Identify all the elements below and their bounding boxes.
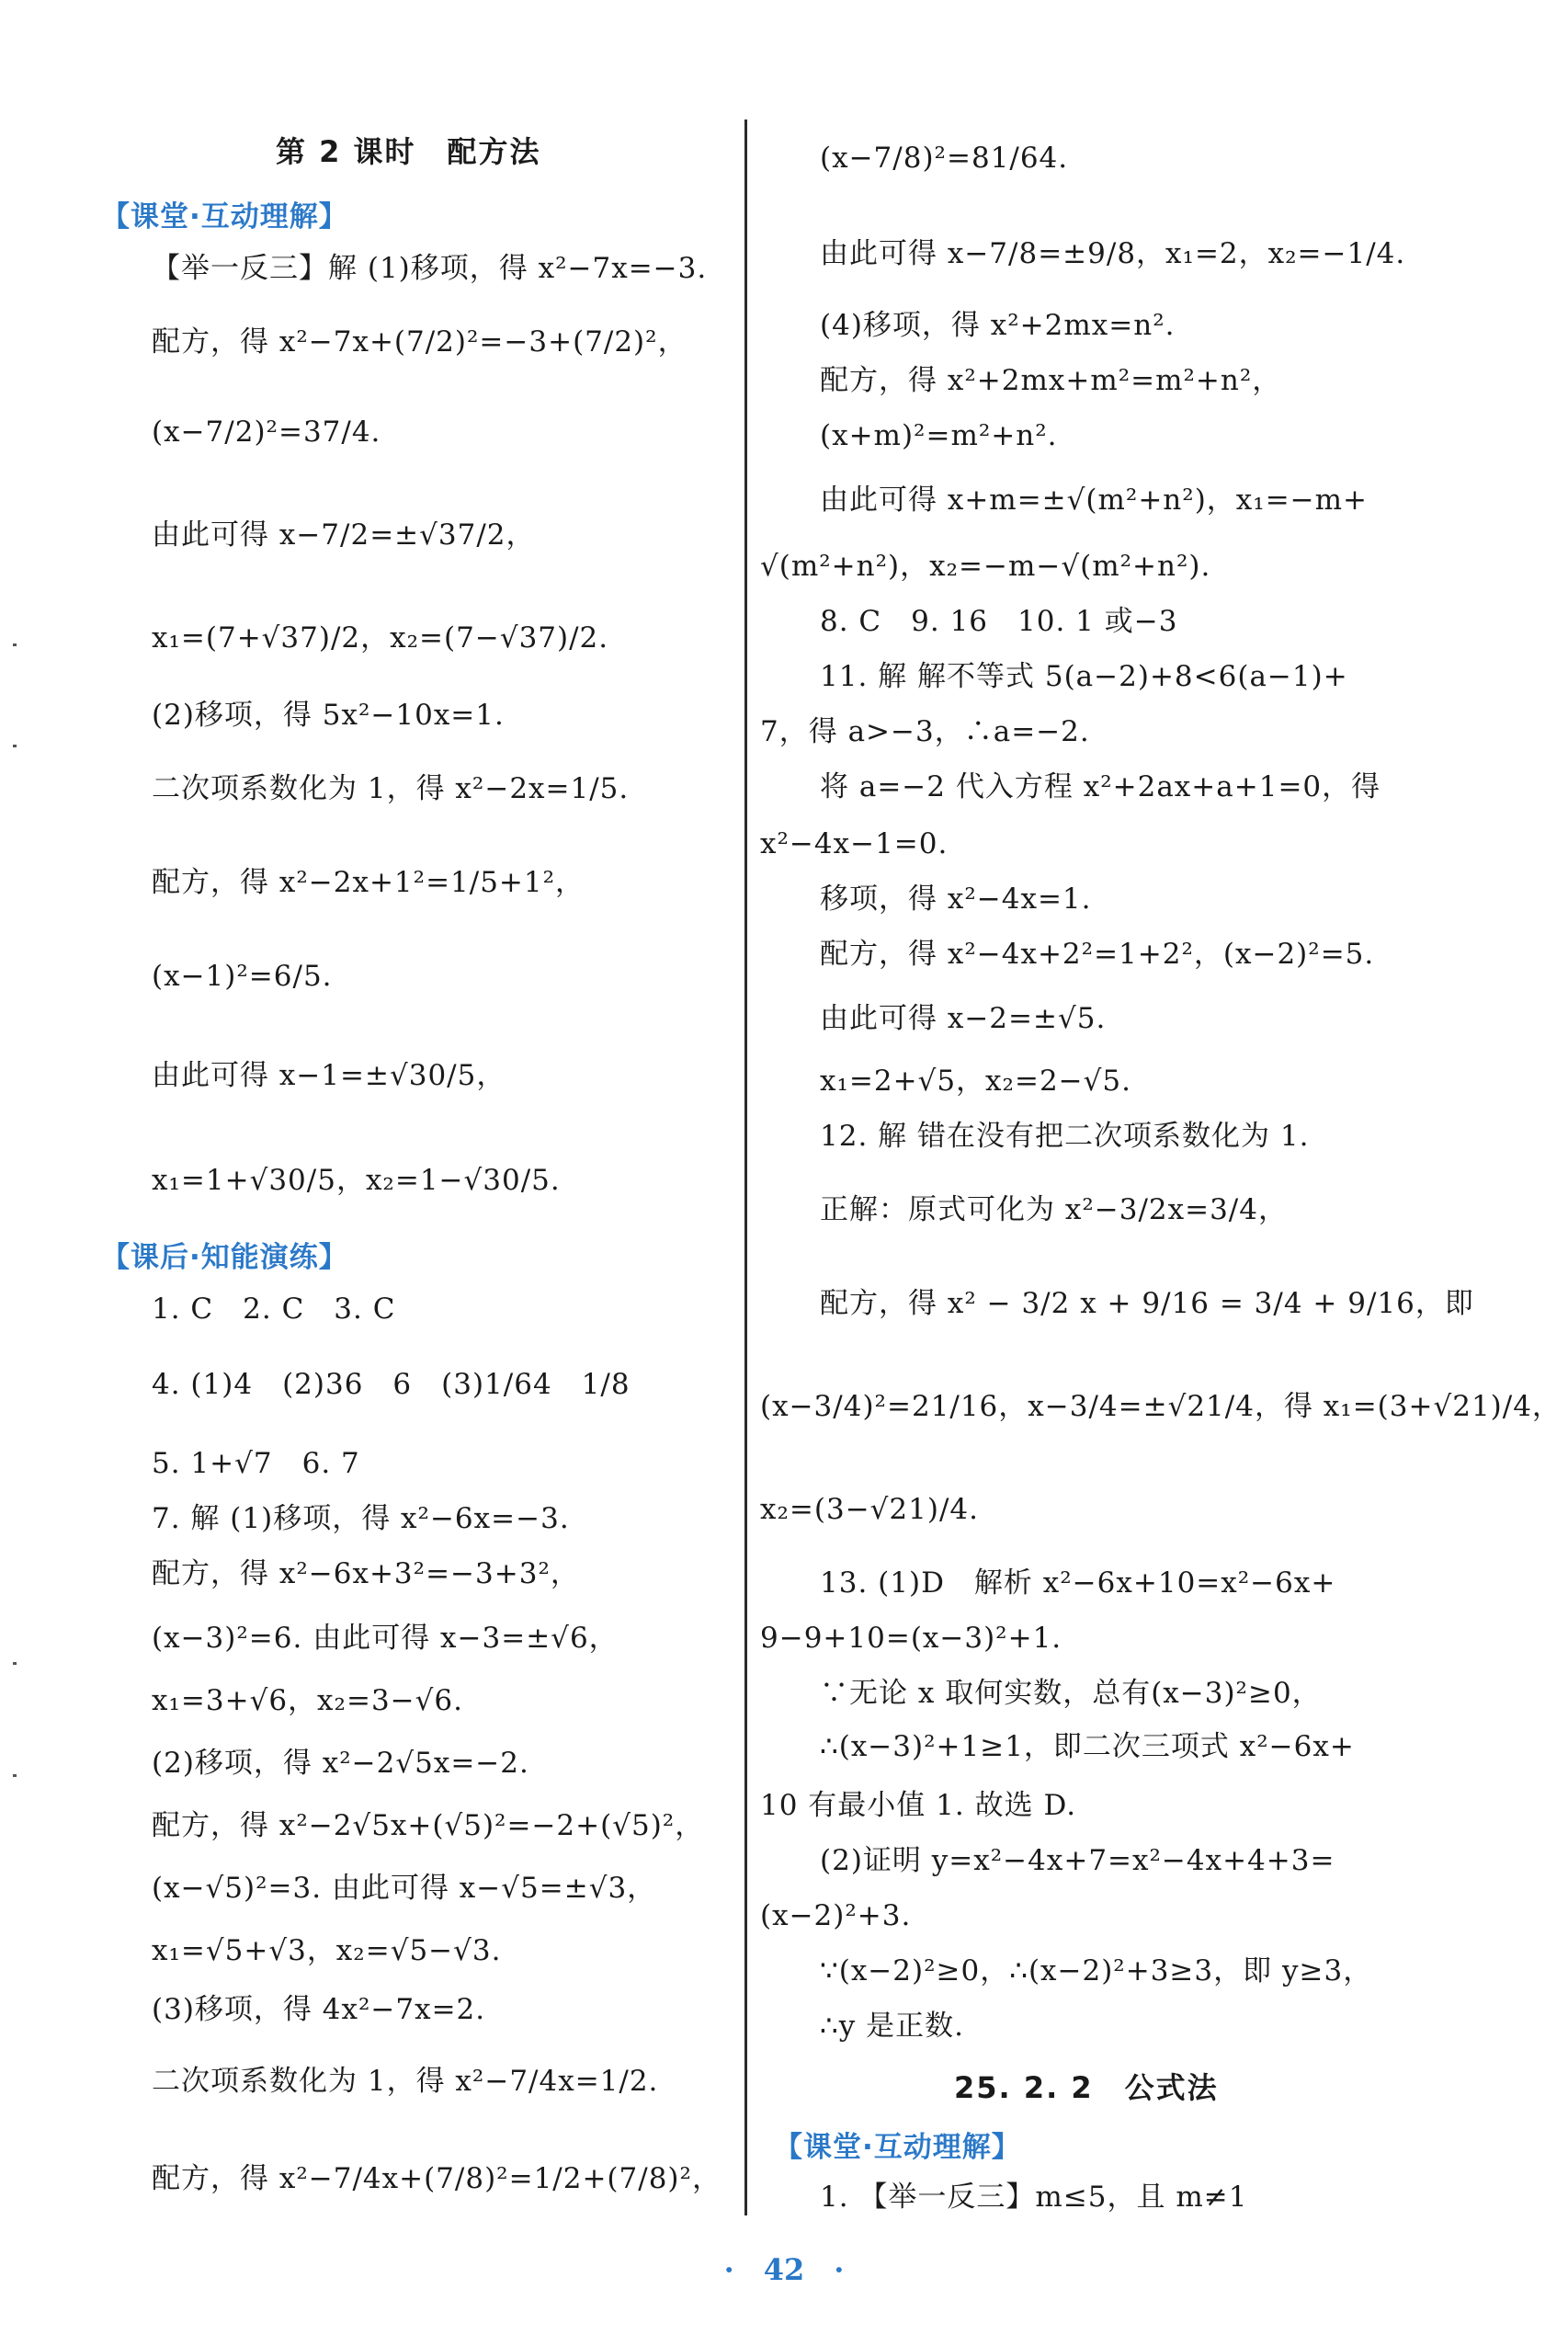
- lesson-title: 第 2 课时 配方法: [276, 134, 541, 169]
- text-line: 7，得 a>−3，∴a=−2.: [760, 715, 1090, 748]
- text-line: x₁=2+√5，x₂=2−√5.: [820, 1065, 1131, 1098]
- text-line: 7. 解 (1)移项，得 x²−6x=−3.: [152, 1502, 570, 1535]
- scan-speck: [13, 1774, 17, 1777]
- text-line: 配方，得 x² − 3/2 x + 9/16 = 3/4 + 9/16，即: [820, 1287, 1474, 1320]
- text-line: x₁=3+√6，x₂=3−√6.: [152, 1684, 463, 1717]
- text-line: (2)移项，得 5x²−10x=1.: [152, 699, 505, 732]
- text-line: 配方，得 x²−2√5x+(√5)²=−2+(√5)²，: [152, 1809, 705, 1842]
- text-line: (x−1)²=6/5.: [152, 960, 333, 993]
- text-line: 正解：原式可化为 x²−3/2x=3/4，: [820, 1193, 1288, 1226]
- text-line: 5. 1+√7 6. 7: [152, 1447, 360, 1480]
- text-line: 1. 【举一反三】m≤5，且 m≠1: [820, 2181, 1248, 2214]
- text-line: 将 a=−2 代入方程 x²+2ax+a+1=0，得: [820, 770, 1381, 803]
- text-line: x₁=√5+√3，x₂=√5−√3.: [152, 1934, 502, 1967]
- text-line: 由此可得 x+m=±√(m²+n²)，x₁=−m+: [820, 484, 1369, 517]
- text-line: 配方，得 x²−4x+2²=1+2²，(x−2)²=5.: [820, 938, 1375, 971]
- scan-speck: [13, 1662, 17, 1665]
- text-line: (2)移项，得 x²−2√5x=−2.: [152, 1747, 529, 1780]
- page-number: · 42 ·: [723, 2252, 845, 2287]
- text-line: 由此可得 x−7/8=±9/8，x₁=2，x₂=−1/4.: [820, 237, 1406, 270]
- text-line: (3)移项，得 4x²−7x=2.: [152, 1993, 486, 2026]
- text-line: 配方，得 x²−7x+(7/2)²=−3+(7/2)²，: [152, 325, 687, 359]
- text-line: √(m²+n²)，x₂=−m−√(m²+n²).: [760, 550, 1211, 583]
- section-heading-classroom: 【课堂·互动理解】: [101, 200, 348, 233]
- column-divider: [744, 120, 747, 2215]
- scan-speck: [13, 643, 17, 646]
- text-line: (x+m)²=m²+n².: [820, 419, 1058, 452]
- text-line: 配方，得 x²−6x+3²=−3+3²，: [152, 1557, 580, 1590]
- text-line: 配方，得 x²−2x+1²=1/5+1²，: [152, 866, 585, 899]
- text-line: 1. C 2. C 3. C: [152, 1293, 396, 1326]
- text-line: ∵无论 x 取何实数，总有(x−3)²≥0，: [820, 1677, 1322, 1710]
- text-line: ∴y 是正数.: [820, 2010, 964, 2043]
- text-line: (2)证明 y=x²−4x+7=x²−4x+4+3=: [820, 1844, 1335, 1877]
- text-line: 由此可得 x−7/2=±√37/2，: [152, 518, 536, 552]
- text-line: x₁=(7+√37)/2，x₂=(7−√37)/2.: [152, 621, 609, 655]
- text-line: (x−3)²=6. 由此可得 x−3=±√6，: [152, 1622, 619, 1655]
- text-line: 12. 解 错在没有把二次项系数化为 1.: [820, 1120, 1310, 1153]
- text-line: 二次项系数化为 1，得 x²−2x=1/5.: [152, 772, 630, 805]
- text-line: (x−7/8)²=81/64.: [820, 142, 1069, 175]
- text-line: 13. (1)D 解析 x²−6x+10=x²−6x+: [820, 1566, 1336, 1600]
- text-line: 【举一反三】解 (1)移项，得 x²−7x=−3.: [152, 252, 708, 285]
- text-line: (x−3/4)²=21/16，x−3/4=±√21/4，得 x₁=(3+√21)/4，: [760, 1390, 1562, 1423]
- text-line: 配方，得 x²−7/4x+(7/8)²=1/2+(7/8)²，: [152, 2162, 722, 2195]
- text-line: 4. (1)4 (2)36 6 (3)1/64 1/8: [152, 1368, 631, 1401]
- text-line: 9−9+10=(x−3)²+1.: [760, 1622, 1062, 1655]
- section-heading-after-class: 【课后·知能演练】: [101, 1241, 348, 1274]
- text-line: 由此可得 x−1=±√30/5，: [152, 1059, 506, 1092]
- text-line: 移项，得 x²−4x=1.: [820, 883, 1092, 916]
- text-line: 二次项系数化为 1，得 x²−7/4x=1/2.: [152, 2065, 659, 2098]
- text-line: ∴(x−3)²+1≥1，即二次三项式 x²−6x+: [820, 1730, 1355, 1763]
- text-line: (4)移项，得 x²+2mx=n².: [820, 309, 1176, 342]
- scan-speck: [13, 745, 17, 747]
- text-line: x²−4x−1=0.: [760, 827, 949, 860]
- text-line: (x−7/2)²=37/4.: [152, 416, 381, 449]
- text-line: 11. 解 解不等式 5(a−2)+8<6(a−1)+: [820, 660, 1348, 693]
- text-line: (x−2)²+3.: [760, 1899, 912, 1932]
- text-line: 由此可得 x−2=±√5.: [820, 1002, 1107, 1035]
- text-line: (x−√5)²=3. 由此可得 x−√5=±√3，: [152, 1872, 657, 1905]
- text-line: 10 有最小值 1. 故选 D.: [760, 1789, 1077, 1822]
- text-line: x₁=1+√30/5，x₂=1−√30/5.: [152, 1164, 561, 1197]
- text-line: x₂=(3−√21)/4.: [760, 1493, 979, 1526]
- text-line: ∵(x−2)²≥0，∴(x−2)²+3≥3，即 y≥3，: [820, 1954, 1373, 1987]
- subsection-title: 25. 2. 2 公式法: [954, 2070, 1219, 2105]
- section-heading-classroom-2: 【课堂·互动理解】: [774, 2131, 1021, 2164]
- text-line: 8. C 9. 16 10. 1 或−3: [820, 605, 1178, 638]
- text-line: 配方，得 x²+2mx+m²=m²+n²，: [820, 364, 1282, 397]
